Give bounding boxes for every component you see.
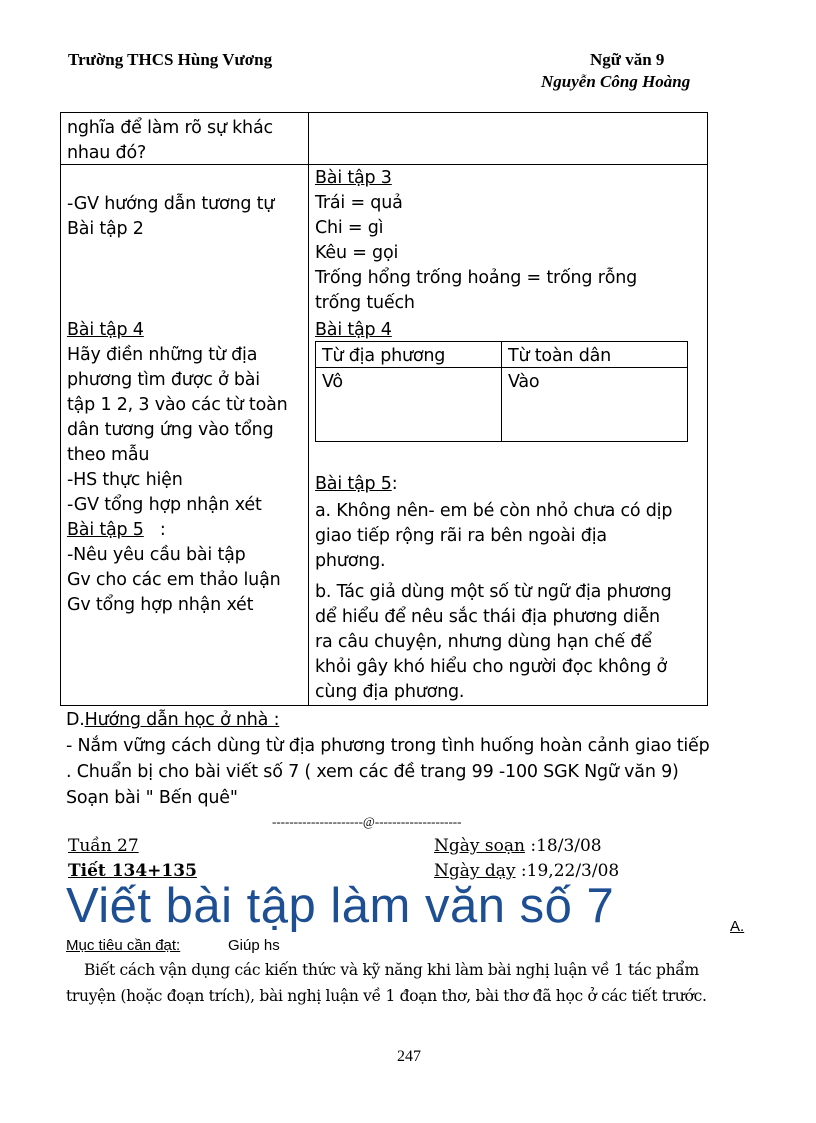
text-line: nhau đó? bbox=[67, 143, 147, 163]
exercise-3-heading: Bài tập 3 bbox=[315, 168, 392, 188]
text-line: Bài tập 2 bbox=[67, 219, 144, 239]
dialect-header-local: Từ địa phương bbox=[322, 346, 446, 366]
text-line: theo mẫu bbox=[67, 445, 150, 465]
left-exercise-5-heading: Bài tập 5 bbox=[67, 520, 144, 540]
text-line: cùng địa phương. bbox=[315, 682, 465, 702]
author-name: Nguyễn Công Hoàng bbox=[541, 72, 691, 91]
homework-heading: Hướng dẫn học ở nhà : bbox=[84, 710, 280, 730]
text-line: ra câu chuyện, nhưng dùng hạn chế để bbox=[315, 632, 652, 652]
text-line: Trái = quả bbox=[315, 193, 403, 213]
text-line: Hãy điền những từ địa bbox=[67, 345, 258, 365]
left-exercise-4 bbox=[67, 318, 288, 618]
homework-prefix: D. bbox=[66, 710, 85, 730]
teach-date-label: Ngày dạy bbox=[434, 861, 516, 881]
right-exercise-5 bbox=[315, 472, 672, 705]
heading-suffix: : bbox=[391, 474, 398, 494]
text-line: trống tuếch bbox=[315, 293, 415, 313]
page-title: Viết bài tập làm văn số 7 bbox=[66, 879, 615, 933]
table-column-divider bbox=[308, 112, 309, 706]
teach-date-value: :19,22/3/08 bbox=[515, 861, 620, 881]
left-exercise-4-heading: Bài tập 4 bbox=[67, 320, 144, 340]
heading-suffix: : bbox=[143, 520, 166, 540]
exercise-3 bbox=[315, 166, 637, 316]
week-label: Tuần 27 bbox=[68, 836, 139, 856]
text-line: phương tìm được ở bài bbox=[67, 370, 260, 390]
right-exercise-5-heading: Bài tập 5 bbox=[315, 474, 392, 494]
homework-line: Soạn bài " Bến quê" bbox=[66, 788, 238, 808]
homework-line: . Chuẩn bị cho bài viết số 7 ( xem các đề trang 99 -100 SGK Ngữ văn 9) bbox=[66, 762, 679, 782]
prep-date bbox=[434, 836, 602, 856]
text-line: -HS thực hiện bbox=[67, 470, 183, 490]
objectives-label: Mục tiêu cần đạt: bbox=[66, 937, 181, 954]
text-line: Trống hổng trống hoảng = trống rỗng bbox=[315, 268, 638, 288]
homework-heading-line bbox=[66, 708, 279, 733]
gv-guidance bbox=[67, 192, 274, 242]
right-exercise-5-heading-line bbox=[315, 472, 672, 497]
prep-date-value: :18/3/08 bbox=[524, 836, 602, 856]
text-line: Gv cho các em thảo luận bbox=[67, 570, 281, 590]
period-label: Tiết 134+135 bbox=[68, 861, 197, 881]
text-line: dể hiểu để nêu sắc thái địa phương diễn bbox=[315, 607, 660, 627]
text-line: Kêu = gọi bbox=[315, 243, 399, 263]
text-line: -Nêu yêu cầu bài tập bbox=[67, 545, 246, 565]
left-exercise-5-heading-line bbox=[67, 518, 288, 543]
dialect-cell-local: Vô bbox=[322, 372, 343, 392]
text-line: Chi = gì bbox=[315, 218, 384, 238]
school-name: Trường THCS Hùng Vương bbox=[68, 50, 273, 69]
text-line: phương. bbox=[315, 551, 386, 571]
dialect-table-column-divider bbox=[501, 341, 502, 442]
text-line: -GV tổng hợp nhận xét bbox=[67, 495, 262, 515]
objectives-line: Biết cách vận dụng các kiến thức và kỹ năng khi làm bài nghị luận về 1 tác phẩm bbox=[84, 961, 699, 979]
prep-date-label: Ngày soạn bbox=[434, 836, 525, 856]
table-row1-left bbox=[67, 116, 273, 166]
right-exercise-4 bbox=[315, 318, 392, 343]
dialect-header-standard: Từ toàn dân bbox=[508, 346, 612, 366]
objectives-line: truyện (hoặc đoạn trích), bài nghị luận về 1 đoạn thơ, bài thơ đã học ở các tiết trước. bbox=[66, 987, 707, 1005]
right-exercise-4-heading: Bài tập 4 bbox=[315, 320, 392, 340]
text-line: dân tương ứng vào tổng bbox=[67, 420, 274, 440]
section-separator: ---------------------@-------------------- bbox=[272, 814, 462, 829]
text-line: b. Tác giả dùng một số từ ngữ địa phương bbox=[315, 582, 672, 602]
text-line: -GV hướng dẫn tương tự bbox=[67, 194, 275, 214]
text-line: tập 1 2, 3 vào các từ toàn bbox=[67, 395, 288, 415]
dialect-cell-standard: Vào bbox=[508, 372, 540, 392]
text-line: giao tiếp rộng rãi ra bên ngoài địa bbox=[315, 526, 607, 546]
objectives-value: Giúp hs bbox=[228, 937, 280, 954]
page-number: 247 bbox=[397, 1048, 421, 1065]
text-line: khỏi gây khó hiểu cho người đọc không ở bbox=[315, 657, 667, 677]
homework-line: - Nắm vững cách dùng từ địa phương trong tình huống hoàn cảnh giao tiếp bbox=[66, 736, 710, 756]
text-line: nghĩa để làm rõ sự khác bbox=[67, 118, 273, 138]
subject-name: Ngữ văn 9 bbox=[590, 50, 665, 69]
title-suffix: A. bbox=[730, 918, 745, 935]
text-line: a. Không nên- em bé còn nhỏ chưa có dịp bbox=[315, 501, 673, 521]
text-line: Gv tổng hợp nhận xét bbox=[67, 595, 254, 615]
